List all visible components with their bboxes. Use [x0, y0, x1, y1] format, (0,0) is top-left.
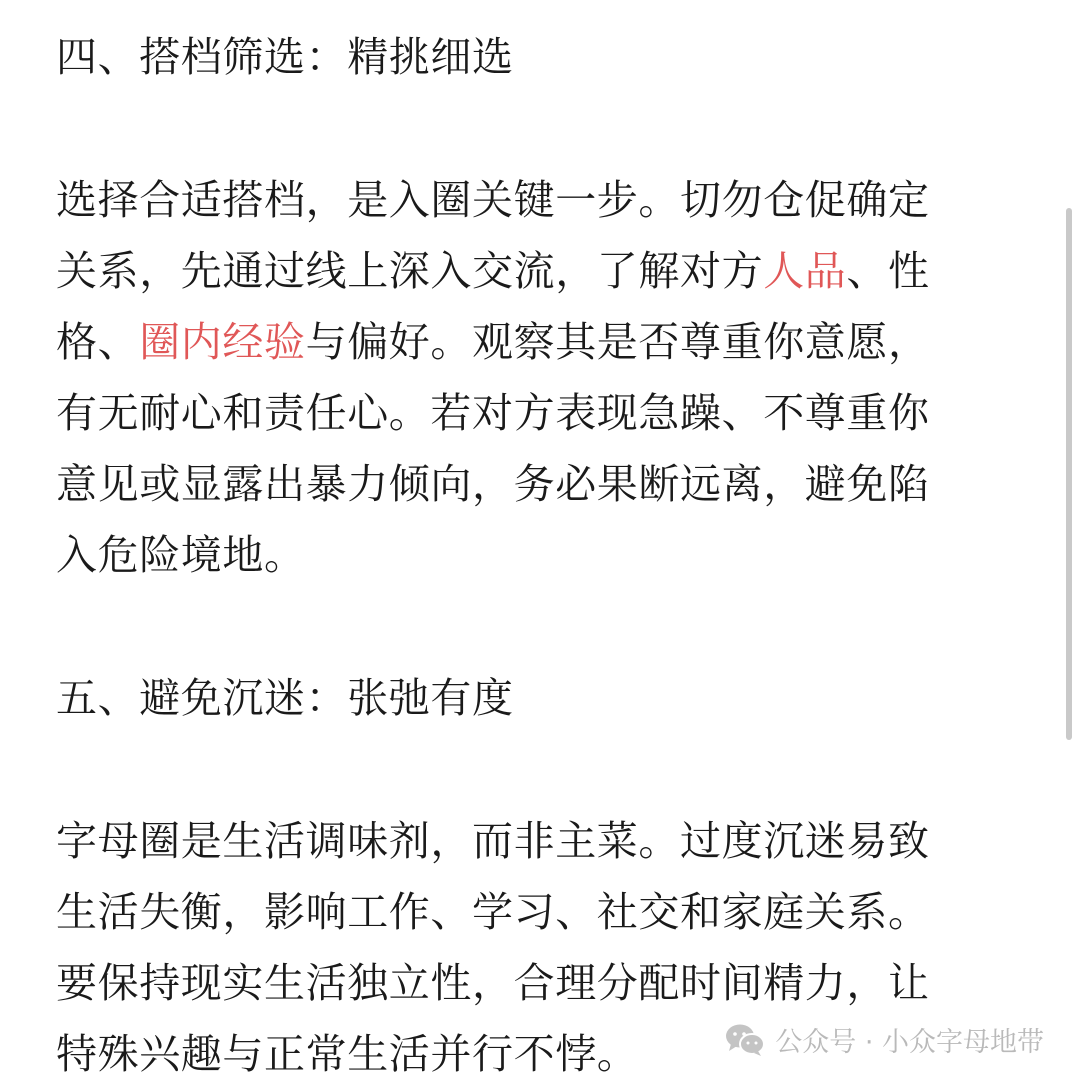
paragraph-partner-selection: [56, 165, 1026, 591]
paragraph-gap: [56, 93, 1026, 165]
article-body: [56, 22, 1026, 1090]
paragraph-line: 意见或显露出暴力倾向，务必果断远离，避免陷: [56, 460, 930, 508]
paragraph-gap: [56, 734, 1026, 806]
paragraph-line: 生活失衡，影响工作、学习、社交和家庭关系。: [56, 888, 930, 936]
paragraph-line: 有无耐心和责任心。若对方表现急躁、不尊重你: [56, 389, 930, 437]
wechat-icon: [725, 1023, 765, 1057]
vertical-scrollbar[interactable]: [1066, 208, 1072, 740]
text-segment: 关系，先通过线上深入交流，了解对方: [56, 247, 764, 295]
text-segment: 格、: [56, 318, 140, 366]
paragraph-line: [56, 236, 1026, 307]
section-heading-5: 五、避免沉迷：张弛有度: [56, 674, 514, 722]
paragraph-line: 选择合适搭档，是入圈关键一步。切勿仓促确定: [56, 176, 930, 224]
text-segment: 、性: [846, 247, 930, 295]
paragraph-line: 特殊兴趣与正常生活并行不悖。: [56, 1030, 639, 1078]
text-segment: 与偏好。观察其是否尊重你意愿，: [305, 318, 930, 366]
watermark-text: 公众号 · 小众字母地带: [775, 1027, 1044, 1058]
section-heading-4: 四、搭档筛选：精挑细选: [56, 33, 514, 81]
highlight-experience: 圈内经验: [139, 318, 306, 366]
paragraph-line: [56, 307, 1026, 378]
highlight-character: 人品: [763, 247, 847, 295]
paragraph-line: 字母圈是生活调味剂，而非主菜。过度沉迷易致: [56, 817, 930, 865]
paragraph-line: 要保持现实生活独立性，合理分配时间精力，让: [56, 959, 930, 1007]
paragraph-gap: [56, 591, 1026, 663]
paragraph-line: 入危险境地。: [56, 531, 306, 579]
account-watermark: [725, 1020, 1044, 1059]
